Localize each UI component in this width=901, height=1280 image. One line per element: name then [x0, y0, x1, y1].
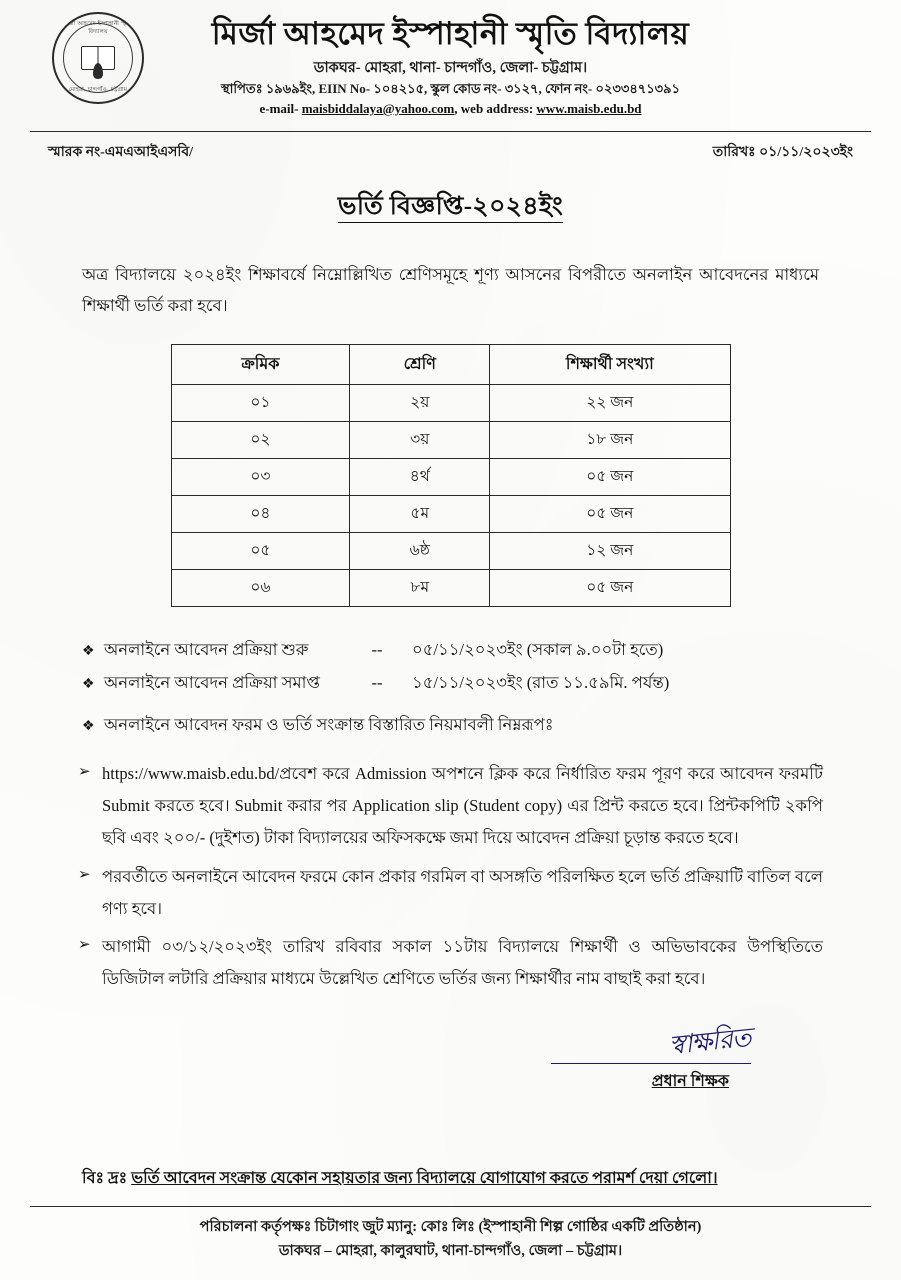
intro-paragraph: অত্র বিদ্যালয়ে ২০২৪ইং শিক্ষাবর্ষে নিম্নোল্লিখিত শ্রেণিসমূহে শূণ্য আসনের বিপরীতে অনলাইন আবেদনের মাধ্যমে শিক্ষার্থী ভর্তি করা হবে। [82, 264, 819, 316]
cell-serial: ০২ [171, 421, 350, 458]
emblem-arc-top-text: মির্জা আহমেদ ইস্পাহানী স্মৃতি বিদ্যালয় [63, 21, 133, 35]
arrow-bullet-icon: ➢ [78, 866, 91, 883]
email-address[interactable]: maisbiddalaya@yahoo.com [301, 100, 455, 116]
page-title [30, 186, 871, 229]
emblem-arc-bottom-text: মোহরা, চান্দগাঁও, চট্টগ্রাম [68, 87, 128, 93]
schedule-dash: -- [371, 639, 383, 659]
school-name: মির্জা আহমেদ ইস্পাহানী স্মৃতি বিদ্যালয় [211, 16, 690, 51]
column-header-class: শ্রেণি [350, 344, 490, 384]
signature-title: প্রধান শিক্ষক [651, 1073, 729, 1091]
cell-class: ২য় [350, 384, 490, 421]
memo-number: স্মারক নং-এমএআইএসবি/ [48, 144, 194, 160]
cell-serial: ০৩ [171, 458, 350, 495]
page-title-text: ভর্তি বিজ্ঞপ্তি-২০২৪ইং [338, 193, 563, 223]
school-emblem-icon [52, 12, 144, 104]
cell-class: ৩য় [350, 421, 490, 458]
list-item [78, 861, 823, 925]
column-header-serial: ক্রমিক [171, 344, 350, 384]
diamond-bullet-icon: ❖ [82, 643, 95, 659]
cell-seats: ০৫ জন [490, 495, 730, 532]
seat-table [171, 344, 731, 607]
instruction-text: আগামী ০৩/১২/২০২৩ইং তারিখ রবিবার সকাল ১১টায় বিদ্যালয়ে শিক্ষার্থী ও অভিভাবকের উপস্থিতিতে ডিজিটাল লটারি প্রক্রিয়ার মাধ্যমে উল্লেখিত শ্রেণিতে ভর্তির জন্য শিক্ষার্থীর নাম বাছাই করা হবে। [102, 936, 823, 989]
arrow-bullet-icon: ➢ [78, 936, 91, 953]
table-row [171, 569, 730, 606]
web-address[interactable]: www.maisb.edu.bd [536, 100, 642, 116]
table-row [171, 384, 730, 421]
instruction-text: পরবর্তীতে অনলাইনে আবেদন ফরমে কোন প্রকার গরমিল বা অসঙ্গতি পরিলক্ষিত হলে ভর্তি প্রক্রিয়াটি বাতিল বলে গণ্য হবে। [102, 866, 823, 918]
school-info: স্থাপিতঃ ১৯৬৯ইং, EIIN No- ১০৪২১৫, স্কুল কোড নং- ৩১২৭, ফোন নং- ০২৩৩৪৭১৩৯১ [221, 81, 680, 97]
signature-block [30, 1021, 871, 1095]
cell-seats: ১২ জন [490, 532, 730, 569]
table-row [171, 458, 730, 495]
cell-seats: ১৮ জন [490, 421, 730, 458]
school-address: ডাকঘর- মোহরা, থানা- চান্দগাঁও, জেলা- চট্টগ্রাম। [313, 59, 588, 76]
note-text: ভর্তি আবেদন সংক্রান্ত যেকোন সহায়তার জন্য বিদ্যালয়ে যোগাযোগ করতে পরামর্শ দেয়া গেলো। [131, 1170, 718, 1188]
cell-seats: ০৫ জন [490, 569, 730, 606]
schedule-value: ০৫/১১/২০২৩ইং (সকাল ৯.০০টা হতে) [412, 639, 664, 659]
cell-serial: ০১ [171, 384, 350, 421]
cell-class: ৪র্থ [350, 458, 490, 495]
cell-serial: ০৬ [171, 569, 350, 606]
instruction-list [78, 758, 823, 995]
schedule-list [82, 633, 819, 742]
table-header-row [171, 344, 730, 384]
cell-serial: ০৫ [171, 532, 350, 569]
memo-date: তারিখঃ ০১/১১/২০২৩ইং [712, 144, 853, 160]
cell-class: ৫ম [350, 495, 490, 532]
list-item [78, 931, 823, 995]
schedule-label: অনলাইনে আবেদন প্রক্রিয়া শুরু [104, 639, 309, 659]
emblem-book-icon [81, 46, 115, 70]
emblem-flame-icon [93, 63, 103, 79]
memo-row [30, 132, 871, 164]
schedule-dash: -- [371, 673, 383, 693]
cell-class: ৬ষ্ঠ [350, 532, 490, 569]
list-item [78, 758, 823, 855]
document-footer [30, 1206, 871, 1264]
instruction-text: https://www.maisb.edu.bd/প্রবেশ করে Admission অপশনে ক্লিক করে নির্ধারিত ফরম পূরণ করে আবেদন ফরমটি Submit করতে হবে। Submit করার পর Application slip (Student copy) এর প্রিন্ট করতে হবে। প্রিন্টকপিটি ২কপি ছবি এবং ২০০/- (দুইশত) টাকা বিদ্যালয়ের অফিসকক্ষে জমা দিয়ে আবেদন প্রক্রিয়া চূড়ান্ত করতে হবে। [102, 764, 823, 848]
list-item [82, 633, 819, 667]
cell-serial: ০৪ [171, 495, 350, 532]
schedule-value: ১৫/১১/২০২৩ইং (রাত ১১.৫৯মি. পর্যন্ত) [412, 673, 670, 693]
table-row [171, 532, 730, 569]
table-row [171, 495, 730, 532]
footer-divider [30, 1206, 871, 1207]
list-item [82, 666, 819, 700]
email-label: e-mail- [259, 100, 299, 116]
diamond-bullet-icon: ❖ [82, 719, 95, 735]
arrow-bullet-icon: ➢ [78, 764, 91, 781]
list-item [82, 708, 819, 742]
footer-address: ডাকঘর – মোহরা, কালুরঘাট, থানা-চান্দগাঁও, জেলা – চট্টগ্রাম। [278, 1243, 623, 1260]
footer-note [82, 1165, 819, 1194]
footer-authority: পরিচালনা কর্তৃপক্ষঃ চিটাগাং জুট ম্যানু: কোঃ লিঃ (ইস্পাহানী শিল্প গোষ্ঠির একটি প্রতিষ্ঠান) [199, 1218, 702, 1235]
cell-seats: ২২ জন [490, 384, 730, 421]
schedule-label: অনলাইনে আবেদন প্রক্রিয়া সমাপ্ত [104, 673, 320, 693]
school-contact [30, 101, 871, 117]
cell-class: ৮ম [350, 569, 490, 606]
cell-seats: ০৫ জন [490, 458, 730, 495]
table-row [171, 421, 730, 458]
letterhead [30, 0, 871, 123]
signature-mark: স্বাক্ষরিত [667, 1023, 753, 1062]
diamond-bullet-icon: ❖ [82, 677, 95, 693]
column-header-seats: শিক্ষার্থী সংখ্যা [490, 344, 730, 384]
schedule-label: অনলাইনে আবেদন ফরম ও ভর্তি সংক্রান্ত বিস্তারিত নিয়মাবলী নিম্নরূপঃ [104, 715, 554, 735]
note-prefix: বিঃ দ্রঃ [82, 1170, 128, 1188]
web-label: , web address: [454, 100, 534, 116]
